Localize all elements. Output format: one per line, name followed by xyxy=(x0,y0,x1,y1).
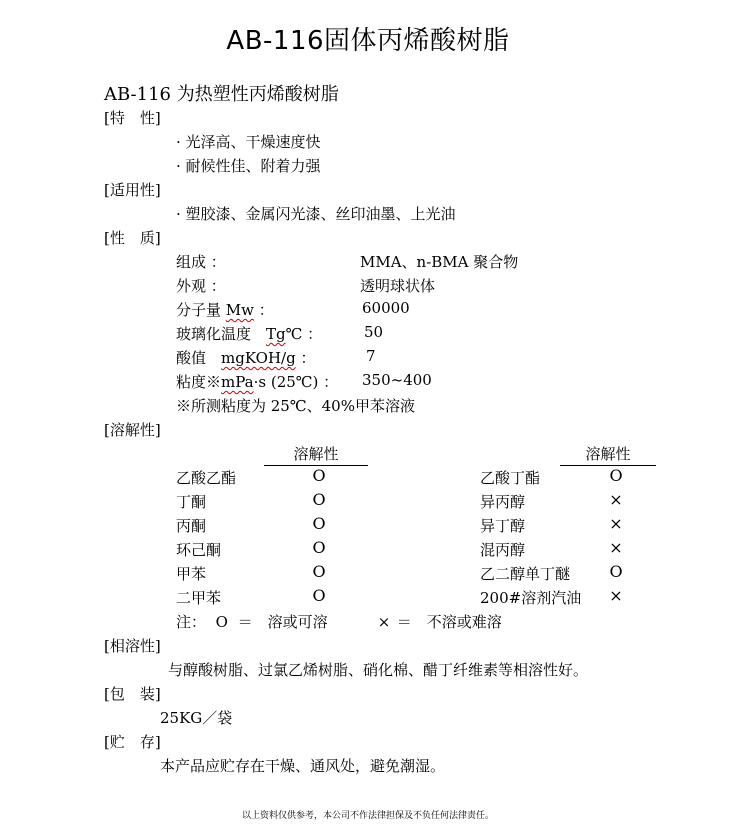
property-label-text: 粘度※ xyxy=(176,373,222,391)
disclaimer-footer: 以上资料仅供参考，本公司不作法律担保及不负任何法律责任。 xyxy=(241,811,494,821)
solubility-column-header-right: 溶解性 xyxy=(560,443,656,466)
solvent-name: 甲苯 xyxy=(176,565,207,583)
solvent-name: 乙酸乙酯 xyxy=(176,469,237,487)
property-value: 7 xyxy=(366,347,376,365)
solubility-legend-insoluble xyxy=(376,611,502,632)
property-label-text: 玻璃化温度 xyxy=(176,325,267,343)
solvent-name: 200#溶剂汽油 xyxy=(480,589,582,607)
features-heading: [特 性] xyxy=(104,109,161,127)
legend-insoluble-text: ＝ 不溶或难溶 xyxy=(396,613,502,631)
applications-heading: [适用性] xyxy=(104,181,161,199)
property-label-unit: Mw xyxy=(225,301,254,319)
legend-insoluble-mark: × xyxy=(377,613,391,631)
property-label-unit: mgKOH/g xyxy=(221,349,296,367)
legend-soluble-text: ＝ 溶或可溶 xyxy=(237,613,328,631)
solvent-name: 丙酮 xyxy=(176,517,207,535)
solubility-mark: O xyxy=(609,562,623,581)
property-label-suffix: ： xyxy=(253,301,274,319)
properties-heading: [性 质] xyxy=(104,229,161,247)
storage-text: 本产品应贮存在干燥、通风处，避免潮湿。 xyxy=(160,757,446,775)
property-label-text: 分子量 xyxy=(176,301,226,319)
document-title: AB-116固体丙烯酸树脂 xyxy=(226,26,510,56)
solubility-mark: × xyxy=(609,490,623,509)
compatibility-text: 与醇酸树脂、过氯乙烯树脂、硝化棉、醋丁纤维素等相溶性好。 xyxy=(168,661,589,679)
packaging-text: 25KG／袋 xyxy=(160,709,233,727)
solubility-mark: O xyxy=(312,586,326,605)
solubility-column-header-left: 溶解性 xyxy=(264,443,368,466)
solvent-name: 异丁醇 xyxy=(480,517,526,535)
solvent-name: 混丙醇 xyxy=(480,541,526,559)
solubility-mark: O xyxy=(609,466,623,485)
solubility-mark: O xyxy=(312,538,326,557)
solvent-name: 异丙醇 xyxy=(480,493,526,511)
viscosity-note: ※所测粘度为 25℃、40%甲苯溶液 xyxy=(176,397,415,415)
storage-heading: [贮 存] xyxy=(104,733,161,751)
features-item: · 耐候性佳、附着力强 xyxy=(176,157,321,175)
solvent-name: 二甲苯 xyxy=(176,589,222,607)
solvent-name: 环己酮 xyxy=(176,541,222,559)
legend-prefix: 注： xyxy=(176,613,207,631)
property-value: 350~400 xyxy=(362,371,432,389)
property-label-suffix: ·s (25℃) ： xyxy=(253,373,339,391)
solvent-name: 乙二醇单丁醚 xyxy=(480,565,571,583)
property-value: 透明球状体 xyxy=(360,277,436,295)
applications-item: · 塑胶漆、金属闪光漆、丝印油墨、上光油 xyxy=(176,205,456,223)
property-label xyxy=(176,299,274,320)
packaging-heading: [包 装] xyxy=(104,685,161,703)
property-label-unit: Tg xyxy=(266,325,286,343)
property-label: 外观 ： xyxy=(176,277,226,295)
solubility-legend xyxy=(176,611,328,632)
solubility-mark: O xyxy=(312,466,326,485)
solvent-name: 丁酮 xyxy=(176,493,207,511)
solubility-mark: O xyxy=(312,490,326,509)
property-label xyxy=(176,323,322,344)
property-value: 60000 xyxy=(362,299,410,317)
product-description: AB-116 为热塑性丙烯酸树脂 xyxy=(104,84,339,105)
solubility-heading: [溶解性] xyxy=(104,421,161,439)
property-label-unit: mPa xyxy=(221,373,254,391)
solubility-mark: × xyxy=(609,538,623,557)
features-item: · 光泽高、干燥速度快 xyxy=(176,133,321,151)
property-value: 50 xyxy=(364,323,384,341)
property-label-suffix: ℃ ： xyxy=(285,325,323,343)
property-label-text: 酸值 xyxy=(176,349,222,367)
solubility-mark: × xyxy=(609,586,623,605)
property-label: 组成 ： xyxy=(176,253,226,271)
solubility-mark: O xyxy=(312,562,326,581)
solubility-mark: × xyxy=(609,514,623,533)
legend-soluble-mark: O xyxy=(215,613,228,631)
solubility-mark: O xyxy=(312,514,326,533)
property-label xyxy=(176,347,315,368)
solvent-name: 乙酸丁酯 xyxy=(480,469,541,487)
property-label-suffix: ： xyxy=(295,349,316,367)
compatibility-heading: [相溶性] xyxy=(104,637,161,655)
property-label xyxy=(176,371,338,392)
property-value: MMA、n-BMA 聚合物 xyxy=(360,253,519,271)
